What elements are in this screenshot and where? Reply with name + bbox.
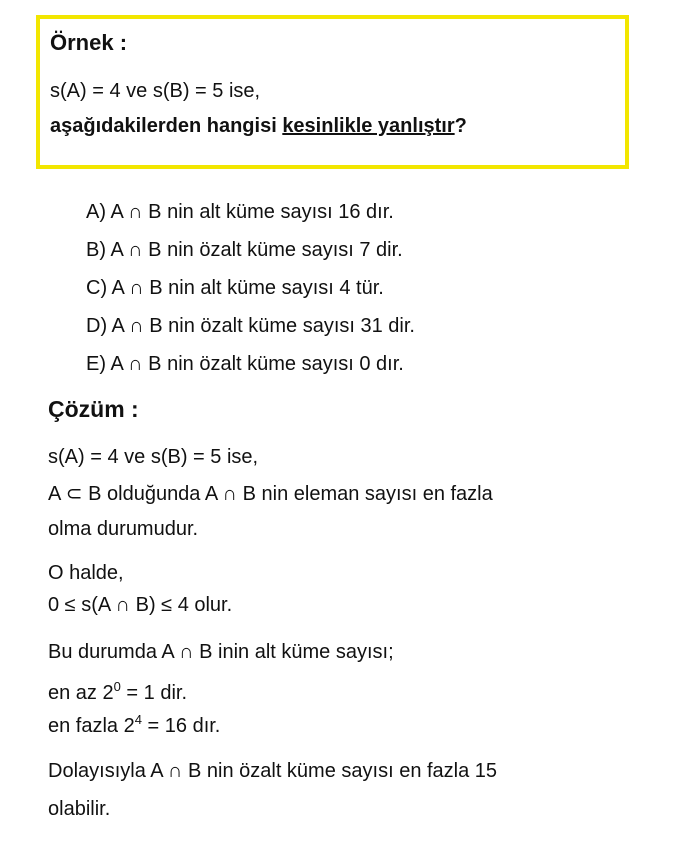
max-exponent: 4 (134, 712, 142, 727)
answer-options (86, 198, 415, 388)
min-exponent: 0 (113, 679, 121, 694)
solution-line-maxsub (48, 712, 221, 738)
option-c: C) A ∩ B nin alt küme sayısı 4 tür. (86, 277, 384, 299)
max-base: en fazla 2 (48, 715, 135, 737)
solution-line-given: s(A) = 4 ve s(B) = 5 ise, (48, 446, 259, 468)
solution-line-inequality: 0 ≤ s(A ∩ B) ≤ 4 olur. (48, 594, 233, 616)
example-question (50, 115, 467, 138)
solution-line-subset: A ⊂ B olduğunda A ∩ B nin eleman sayısı en fazla (48, 483, 493, 505)
solution-line-therefore: O halde, (48, 562, 124, 584)
solution-line-max: olma durumudur. (48, 518, 199, 540)
solution-line-end: olabilir. (48, 798, 111, 820)
example-given: s(A) = 4 ve s(B) = 5 ise, (50, 80, 261, 102)
option-d: D) A ∩ B nin özalt küme sayısı 31 dir. (86, 315, 415, 337)
option-a: A) A ∩ B nin alt küme sayısı 16 dır. (86, 201, 394, 223)
option-e: E) A ∩ B nin özalt küme sayısı 0 dır. (86, 353, 404, 375)
example-title: Örnek : (50, 30, 128, 55)
question-suffix: ? (454, 115, 467, 137)
solution-line-conclusion: Dolayısıyla A ∩ B nin özalt küme sayısı en fazla 15 (48, 760, 498, 782)
min-base: en az 2 (48, 682, 114, 704)
solution-title: Çözüm : (48, 396, 139, 422)
option-b: B) A ∩ B nin özalt küme sayısı 7 dir. (86, 239, 403, 261)
min-result: = 1 dir. (120, 682, 187, 704)
solution-line-min (48, 679, 187, 705)
question-prefix: aşağıdakilerden hangisi (50, 115, 283, 137)
max-result: = 16 dır. (141, 715, 221, 737)
question-emphasis: kesinlikle yanlıştır (282, 115, 455, 137)
solution-line-subsets: Bu durumda A ∩ B inin alt küme sayısı; (48, 641, 394, 663)
